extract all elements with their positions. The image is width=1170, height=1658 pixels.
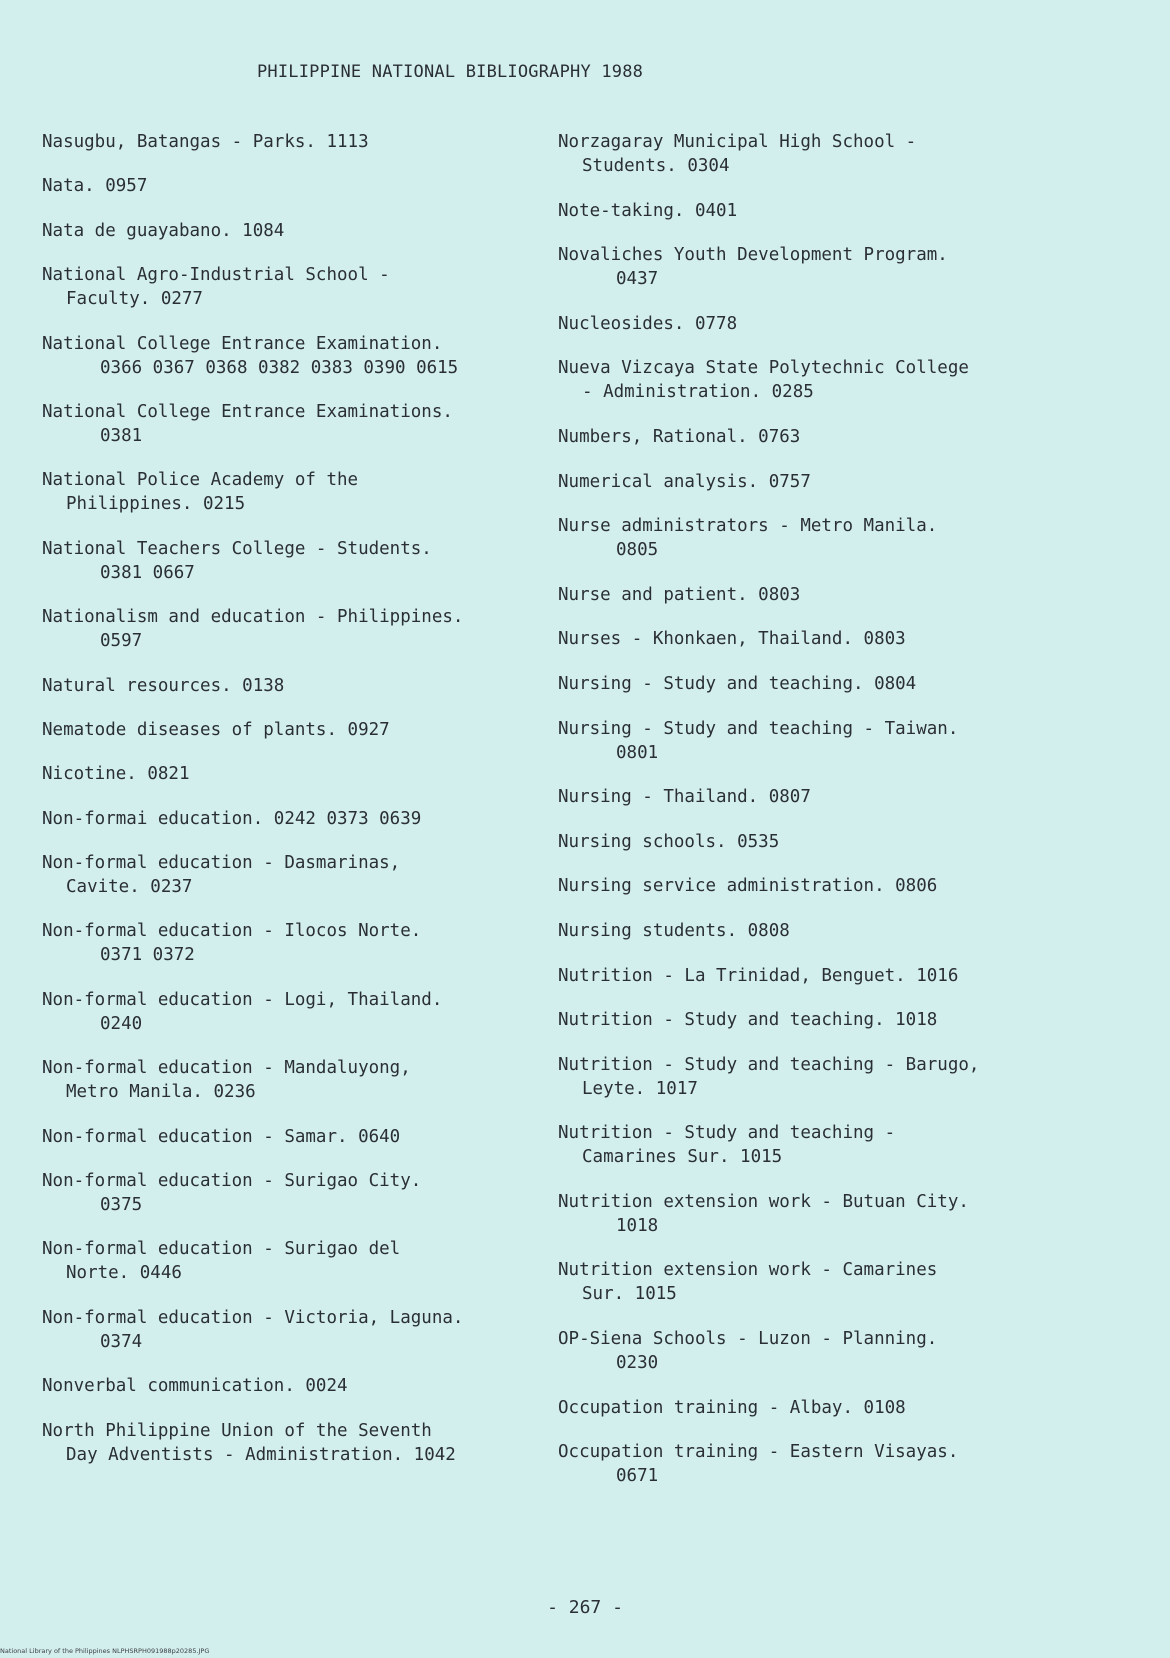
- entry-heading: Norzagaray Municipal High School -: [558, 132, 917, 152]
- entry-heading: Nutrition - Study and teaching. 1018: [558, 1010, 938, 1031]
- entry-heading: Nursing service administration. 0806: [558, 876, 938, 897]
- entry-heading: Nonverbal communication. 0024: [42, 1376, 348, 1397]
- entry-continuation: Cavite. 0237: [66, 877, 193, 898]
- entry-continuation: Sur. 1015: [582, 1284, 677, 1305]
- index-entry: [558, 874, 1058, 898]
- index-entry: [42, 1306, 522, 1354]
- index-entry: [558, 470, 1058, 494]
- index-entry: [558, 1008, 1058, 1032]
- index-entry: [42, 468, 522, 516]
- entry-continuation: Students. 0304: [582, 156, 730, 176]
- entry-heading: Nurse and patient. 0803: [558, 584, 801, 605]
- entry-heading: Nutrition - Study and teaching -: [558, 1123, 896, 1144]
- entry-heading: Nationalism and education - Philippines.: [42, 607, 464, 628]
- entry-heading: Nursing - Study and teaching - Taiwan.: [558, 718, 959, 739]
- entry-continuation: 0366 0367 0368 0382 0383 0390 0615: [100, 357, 459, 378]
- index-entry: [42, 332, 522, 380]
- index-entry: [558, 1440, 1058, 1488]
- entry-continuation: 0230: [616, 1353, 659, 1374]
- entry-heading: Non-formal education - Samar. 0640: [42, 1126, 401, 1147]
- entry-heading: Nursing students. 0808: [558, 920, 790, 941]
- entry-heading: Nursing schools. 0535: [558, 831, 780, 852]
- index-entry: [558, 717, 1058, 765]
- entry-continuation: 0371 0372: [100, 945, 195, 966]
- entry-continuation: 0805: [616, 540, 659, 561]
- entry-heading: Note-taking. 0401: [558, 200, 738, 221]
- entry-heading: Nurses - Khonkaen, Thailand. 0803: [558, 629, 906, 650]
- entry-heading: National College Entrance Examinations.: [42, 401, 453, 422]
- index-entry: [42, 1125, 522, 1149]
- index-entry: [558, 672, 1058, 696]
- entry-continuation: 0437: [616, 269, 659, 290]
- entry-heading: Numbers, Rational. 0763: [558, 426, 801, 447]
- index-entry: [42, 674, 522, 698]
- entry-heading: Non-formal education - Surigao del: [42, 1239, 401, 1260]
- index-column-right: [558, 130, 1058, 1509]
- entry-continuation: Norte. 0446: [66, 1263, 182, 1284]
- index-entry: [42, 1374, 522, 1398]
- index-entry: [558, 919, 1058, 943]
- index-entry: [42, 174, 522, 198]
- entry-heading: Natural resources. 0138: [42, 675, 285, 696]
- index-entry: [558, 1396, 1058, 1420]
- entry-continuation: 0374: [100, 1331, 143, 1352]
- entry-heading: Numerical analysis. 0757: [558, 471, 811, 492]
- entry-heading: Non-formal education - Surigao City.: [42, 1171, 422, 1192]
- entry-continuation: Faculty. 0277: [66, 289, 203, 310]
- entry-heading: Non-formai education. 0242 0373 0639: [42, 808, 422, 829]
- entry-continuation: Day Adventists - Administration. 1042: [66, 1444, 456, 1465]
- page-number: - 267 -: [547, 1597, 623, 1618]
- entry-heading: Nata. 0957: [42, 176, 148, 197]
- entry-heading: Nutrition extension work - Camarines: [558, 1260, 938, 1281]
- index-entry: [558, 785, 1058, 809]
- entry-continuation: Camarines Sur. 1015: [582, 1147, 783, 1168]
- entry-heading: Nutrition - Study and teaching - Barugo,: [558, 1054, 980, 1075]
- index-entry: [42, 762, 522, 786]
- index-entry: [558, 1053, 1058, 1101]
- entry-heading: National College Entrance Examination.: [42, 333, 443, 354]
- entry-heading: North Philippine Union of the Seventh: [42, 1420, 432, 1441]
- entry-heading: National Teachers College - Students.: [42, 538, 432, 559]
- index-entry: [558, 627, 1058, 651]
- entry-heading: Non-formal education - Ilocos Norte.: [42, 921, 422, 942]
- scan-credit: National Library of the Philippines NLPHSRPH091988p20285.JPG: [0, 1647, 210, 1655]
- entry-heading: Nurse administrators - Metro Manila.: [558, 516, 938, 537]
- index-entry: [558, 425, 1058, 449]
- entry-heading: Non-formal education - Logi, Thailand.: [42, 989, 443, 1010]
- entry-heading: Nursing - Study and teaching. 0804: [558, 673, 917, 694]
- index-entry: [558, 356, 1058, 404]
- entry-continuation: 0240: [100, 1013, 143, 1034]
- index-entry: [558, 1258, 1058, 1306]
- entry-heading: Nutrition - La Trinidad, Benguet. 1016: [558, 965, 959, 986]
- index-entry: [42, 263, 522, 311]
- index-entry: [42, 988, 522, 1036]
- entry-heading: Nueva Vizcaya State Polytechnic College: [558, 358, 969, 379]
- index-entry: [558, 130, 1058, 178]
- index-entry: [42, 537, 522, 585]
- index-entry: [42, 400, 522, 448]
- entry-continuation: 1018: [616, 1215, 659, 1236]
- index-entry: [42, 130, 522, 154]
- index-entry: [558, 830, 1058, 854]
- index-entry: [42, 219, 522, 243]
- entry-continuation: Leyte. 1017: [582, 1078, 698, 1099]
- index-entry: [558, 583, 1058, 607]
- entry-heading: OP-Siena Schools - Luzon - Planning.: [558, 1329, 938, 1350]
- entry-heading: Non-formal education - Victoria, Laguna.: [42, 1307, 464, 1328]
- entry-continuation: - Administration. 0285: [582, 382, 814, 403]
- index-entry: [42, 807, 522, 831]
- index-entry: [42, 919, 522, 967]
- entry-heading: Nata de guayabano. 1084: [42, 220, 285, 241]
- index-entry: [42, 605, 522, 653]
- index-entry: [558, 243, 1058, 291]
- index-entry: [42, 1237, 522, 1285]
- index-column-left: [42, 130, 522, 1487]
- entry-heading: Nursing - Thailand. 0807: [558, 787, 811, 808]
- entry-continuation: Metro Manila. 0236: [66, 1082, 256, 1103]
- entry-heading: Nutrition extension work - Butuan City.: [558, 1191, 969, 1212]
- index-entry: [558, 964, 1058, 988]
- index-entry: [558, 1327, 1058, 1375]
- entry-continuation: 0801: [616, 742, 659, 763]
- entry-heading: Occupation training - Albay. 0108: [558, 1397, 906, 1418]
- index-entry: [42, 718, 522, 742]
- index-entry: [42, 1169, 522, 1217]
- index-entry: [42, 1056, 522, 1104]
- entry-continuation: Philippines. 0215: [66, 494, 246, 515]
- entry-heading: National Police Academy of the: [42, 470, 359, 491]
- entry-continuation: 0381 0667: [100, 562, 195, 583]
- index-entry: [42, 1419, 522, 1467]
- index-entry: [558, 312, 1058, 336]
- index-entry: [42, 851, 522, 899]
- entry-heading: Nicotine. 0821: [42, 764, 190, 785]
- index-entry: [558, 514, 1058, 562]
- index-entry: [558, 1121, 1058, 1169]
- index-entry: [558, 199, 1058, 223]
- entry-continuation: 0381: [100, 425, 143, 446]
- entry-heading: Occupation training - Eastern Visayas.: [558, 1442, 959, 1463]
- entry-heading: Nasugbu, Batangas - Parks. 1113: [42, 132, 369, 152]
- index-entry: [558, 1190, 1058, 1238]
- entry-continuation: 0597: [100, 631, 143, 652]
- entry-heading: Nematode diseases of plants. 0927: [42, 719, 390, 740]
- entry-heading: Novaliches Youth Development Program.: [558, 245, 948, 266]
- entry-continuation: 0671: [616, 1466, 659, 1487]
- entry-heading: Nucleosides. 0778: [558, 313, 738, 334]
- page-title: PHILIPPINE NATIONAL BIBLIOGRAPHY 1988: [257, 62, 644, 82]
- entry-heading: Non-formal education - Mandaluyong,: [42, 1058, 411, 1079]
- entry-continuation: 0375: [100, 1195, 143, 1216]
- entry-heading: National Agro-Industrial School -: [42, 265, 390, 286]
- entry-heading: Non-formal education - Dasmarinas,: [42, 853, 401, 874]
